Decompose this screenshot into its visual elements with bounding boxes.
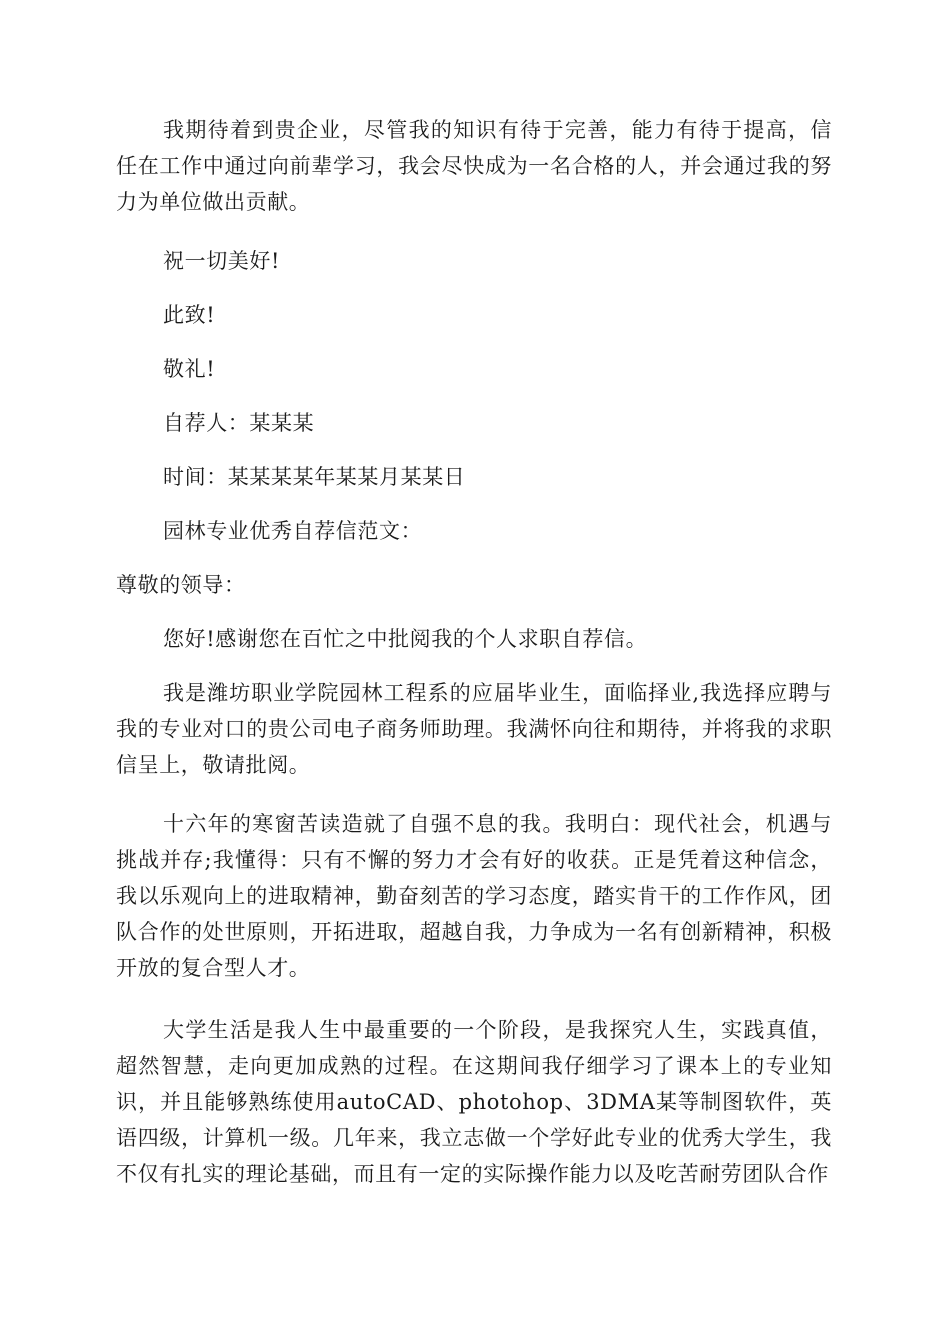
closing-line-1: 此致! — [163, 303, 216, 327]
closing-line-2: 敬礼! — [163, 357, 216, 381]
paragraph-expectation: 我期待着到贵企业，尽管我的知识有待于完善，能力有待于提高，信任在工作中通过向前辈学习，我会尽快成为一名合格的人，并会通过我的努力为单位做出贡献。 — [116, 118, 832, 214]
salutation: 尊敬的领导： — [116, 573, 246, 597]
signer-line: 自荐人：某某某 — [163, 411, 315, 435]
paragraph-university-life: 大学生活是我人生中最重要的一个阶段，是我探究人生，实践真值，超然智慧，走向更加成熟的过程。在这期间我仔细学习了课本上的专业知识，并且能够熟练使用autoCAD、photohop、3DMA某等制图软件，英语四级，计算机一级。几年来，我立志做一个学好此专业的优秀大学生，我不仅有扎实的理论基础，而且有一定的实际操作能力以及吃苦耐劳团队合作 — [116, 1018, 832, 1186]
paragraph-character: 十六年的寒窗苦读造就了自强不息的我。我明白：现代社会，机遇与挑战并存;我懂得：只有不懈的努力才会有好的收获。正是凭着这种信念，我以乐观向上的进取精神，勤奋刻苦的学习态度，踏实肯干的工作作风，团队合作的处世原则，开拓进取，超越自我，力争成为一名有创新精神，积极开放的复合型人才。 — [116, 812, 832, 980]
paragraph-introduction: 我是潍坊职业学院园林工程系的应届毕业生，面临择业,我选择应聘与我的专业对口的贵公司电子商务师助理。我满怀向往和期待，并将我的求职信呈上，敬请批阅。 — [116, 681, 832, 777]
greeting-paragraph: 您好!感谢您在百忙之中批阅我的个人求职自荐信。 — [163, 627, 648, 651]
sample-title: 园林专业优秀自荐信范文： — [163, 519, 423, 543]
wish-line: 祝一切美好! — [163, 249, 281, 273]
date-line: 时间：某某某某年某某月某某日 — [163, 465, 466, 489]
